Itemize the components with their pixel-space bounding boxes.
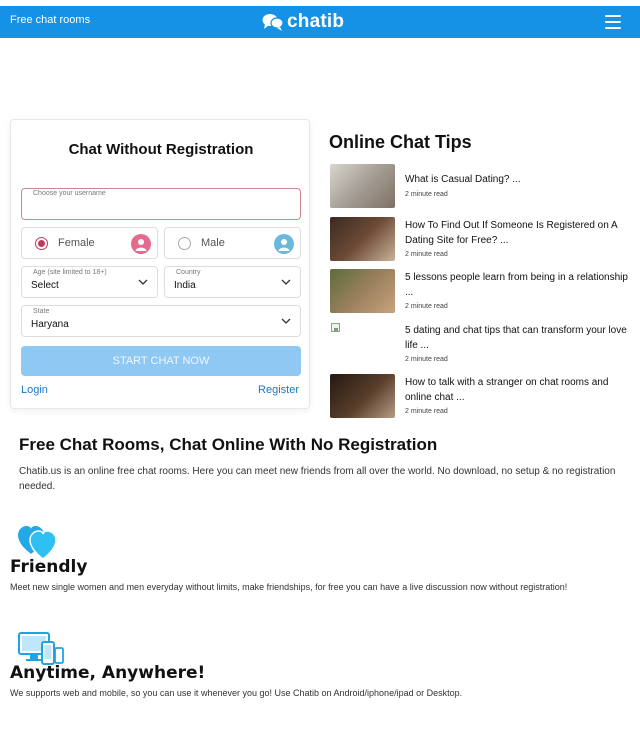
tip-read-time: 2 minute read <box>405 408 448 415</box>
male-radio[interactable] <box>178 237 191 250</box>
tip-read-time: 2 minute read <box>405 303 448 310</box>
country-value: India <box>174 280 196 291</box>
feature-title-anytime: Anytime, Anywhere! <box>10 663 206 683</box>
tip-read-time: 2 minute read <box>405 251 448 258</box>
tip-read-time: 2 minute read <box>405 356 448 363</box>
free-chat-rooms-link[interactable]: Free chat rooms <box>10 14 91 26</box>
logo-text: chatib <box>287 11 345 32</box>
tip-title[interactable]: How to talk with a stranger on chat rooms and online chat ... <box>405 377 609 403</box>
state-label: State <box>33 308 50 315</box>
chevron-down-icon <box>281 278 291 286</box>
navbar <box>0 6 640 38</box>
tip-item[interactable] <box>330 269 630 313</box>
tip-thumbnail[interactable] <box>330 322 395 366</box>
form-title: Chat Without Registration <box>68 141 254 158</box>
female-label: Female <box>58 237 95 249</box>
login-link[interactable]: Login <box>21 384 48 396</box>
logo[interactable] <box>262 11 344 33</box>
tip-title[interactable]: How To Find Out If Someone Is Registered on A Dating Site for Free? ... <box>405 220 618 246</box>
female-avatar-icon <box>131 234 151 254</box>
intro-heading: Free Chat Rooms, Chat Online With No Registration <box>19 435 438 454</box>
country-select[interactable] <box>164 266 301 298</box>
tips-title: Online Chat Tips <box>329 132 472 152</box>
chat-form-card <box>10 119 310 409</box>
male-label: Male <box>201 237 225 249</box>
chevron-down-icon <box>138 278 148 286</box>
intro-text: Chatib.us is an online free chat rooms. Here you can meet new friends from all over the world. No download, no setup & no registration needed. <box>19 466 616 492</box>
tip-read-time: 2 minute read <box>405 191 448 198</box>
tip-title[interactable]: What is Casual Dating? ... <box>405 174 521 185</box>
hamburger-icon[interactable] <box>605 15 621 29</box>
age-label: Age (site limited to 18+) <box>33 269 107 276</box>
username-label: Choose your username <box>33 190 106 197</box>
broken-image-icon <box>331 323 340 332</box>
register-link[interactable]: Register <box>258 384 299 396</box>
devices-icon <box>18 632 64 666</box>
country-label: Country <box>176 269 201 276</box>
feature-text-friendly: Meet new single women and men everyday without limits, make friendships, for free you can have a live discussion now without registration! <box>10 582 568 592</box>
tip-item[interactable] <box>330 374 630 418</box>
tip-item[interactable] <box>330 164 630 208</box>
gender-option-female[interactable] <box>21 227 158 259</box>
tip-item[interactable] <box>330 322 630 366</box>
tip-thumbnail[interactable] <box>330 269 395 313</box>
feature-title-friendly: Friendly <box>10 557 88 577</box>
username-input[interactable] <box>21 188 301 220</box>
hearts-icon <box>18 524 60 560</box>
age-select[interactable] <box>21 266 158 298</box>
feature-text-anytime: We supports web and mobile, so you can use it whenever you go! Use Chatib on Android/iphone/ipad or Desktop. <box>10 688 463 698</box>
tip-title[interactable]: 5 lessons people learn from being in a relationship ... <box>405 272 628 298</box>
tip-thumbnail[interactable] <box>330 217 395 261</box>
state-select[interactable] <box>21 305 301 337</box>
male-avatar-icon <box>274 234 294 254</box>
female-radio[interactable] <box>35 237 48 250</box>
gender-option-male[interactable] <box>164 227 301 259</box>
tip-thumbnail[interactable] <box>330 164 395 208</box>
start-chat-button[interactable]: START CHAT NOW <box>21 346 301 376</box>
age-value: Select <box>31 280 59 291</box>
tip-thumbnail[interactable] <box>330 374 395 418</box>
tip-item[interactable] <box>330 217 630 261</box>
chevron-down-icon <box>281 317 291 325</box>
state-value: Haryana <box>31 319 69 330</box>
tip-title[interactable]: 5 dating and chat tips that can transform your love life ... <box>405 325 627 351</box>
chat-bubbles-icon <box>262 12 284 32</box>
